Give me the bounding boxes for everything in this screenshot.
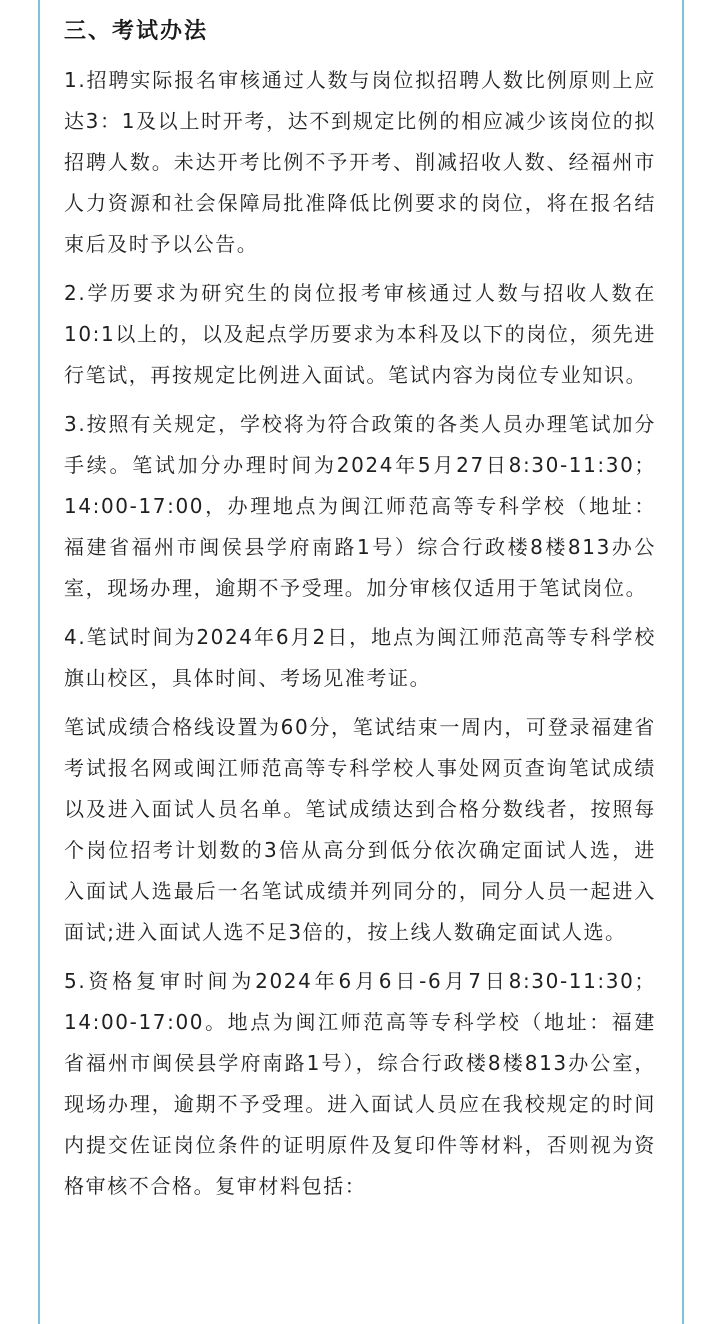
paragraph-rule-4: 4.笔试时间为2024年6月2日，地点为闽江师范高等专科学校旗山校区，具体时间、考场见准考证。 [64,625,656,690]
paragraph-rule-5: 5.资格复审时间为2024年6月6日-6月7日8:30-11:30；14:00-17:00。地点为闽江师范高等专科学校（地址：福建省福州市闽侯县学府南路1号），综合行政楼8楼813办公室，现场办理，逾期不予受理。进入面试人员应在我校规定的时间内提交佐证岗位条件的证明原件及复印件等材料，否则视为资格审核不合格。复审材料包括： [64,969,656,1198]
paragraph-rule-3: 3.按照有关规定，学校将为符合政策的各类人员办理笔试加分手续。笔试加分办理时间为2024年5月27日8:30-11:30；14:00-17:00，办理地点为闽江师范高等专科学校（地址：福建省福州市闽侯县学府南路1号）综合行政楼8楼813办公室，现场办理，逾期不予受理。加分审核仅适用于笔试岗位。 [64,412,656,600]
paragraph-rule-1: 1.招聘实际报名审核通过人数与岗位拟招聘人数比例原则上应达3：1及以上时开考，达不到规定比例的相应减少该岗位的拟招聘人数。未达开考比例不予开考、削减招收人数、经福州市人力资源和社会保障局批准降低比例要求的岗位，将在报名结束后及时予以公告。 [64,68,656,256]
paragraph-written-exam-score: 笔试成绩合格线设置为60分，笔试结束一周内，可登录福建省考试报名网或闽江师范高等专科学校人事处网页查询笔试成绩以及进入面试人员名单。笔试成绩达到合格分数线者，按照每个岗位招考计划数的3倍从高分到低分依次确定面试人选，进入面试人选最后一名笔试成绩并列同分的，同分人员一起进入面试;进入面试人选不足3倍的，按上线人数确定面试人选。 [64,715,656,944]
section-title: 三、考试办法 [64,19,209,44]
paragraph-rule-2: 2.学历要求为研究生的岗位报考审核通过人数与招收人数在10:1以上的，以及起点学历要求为本科及以下的岗位，须先进行笔试，再按规定比例进入面试。笔试内容为岗位专业知识。 [64,281,656,387]
article-body [64,10,656,1215]
